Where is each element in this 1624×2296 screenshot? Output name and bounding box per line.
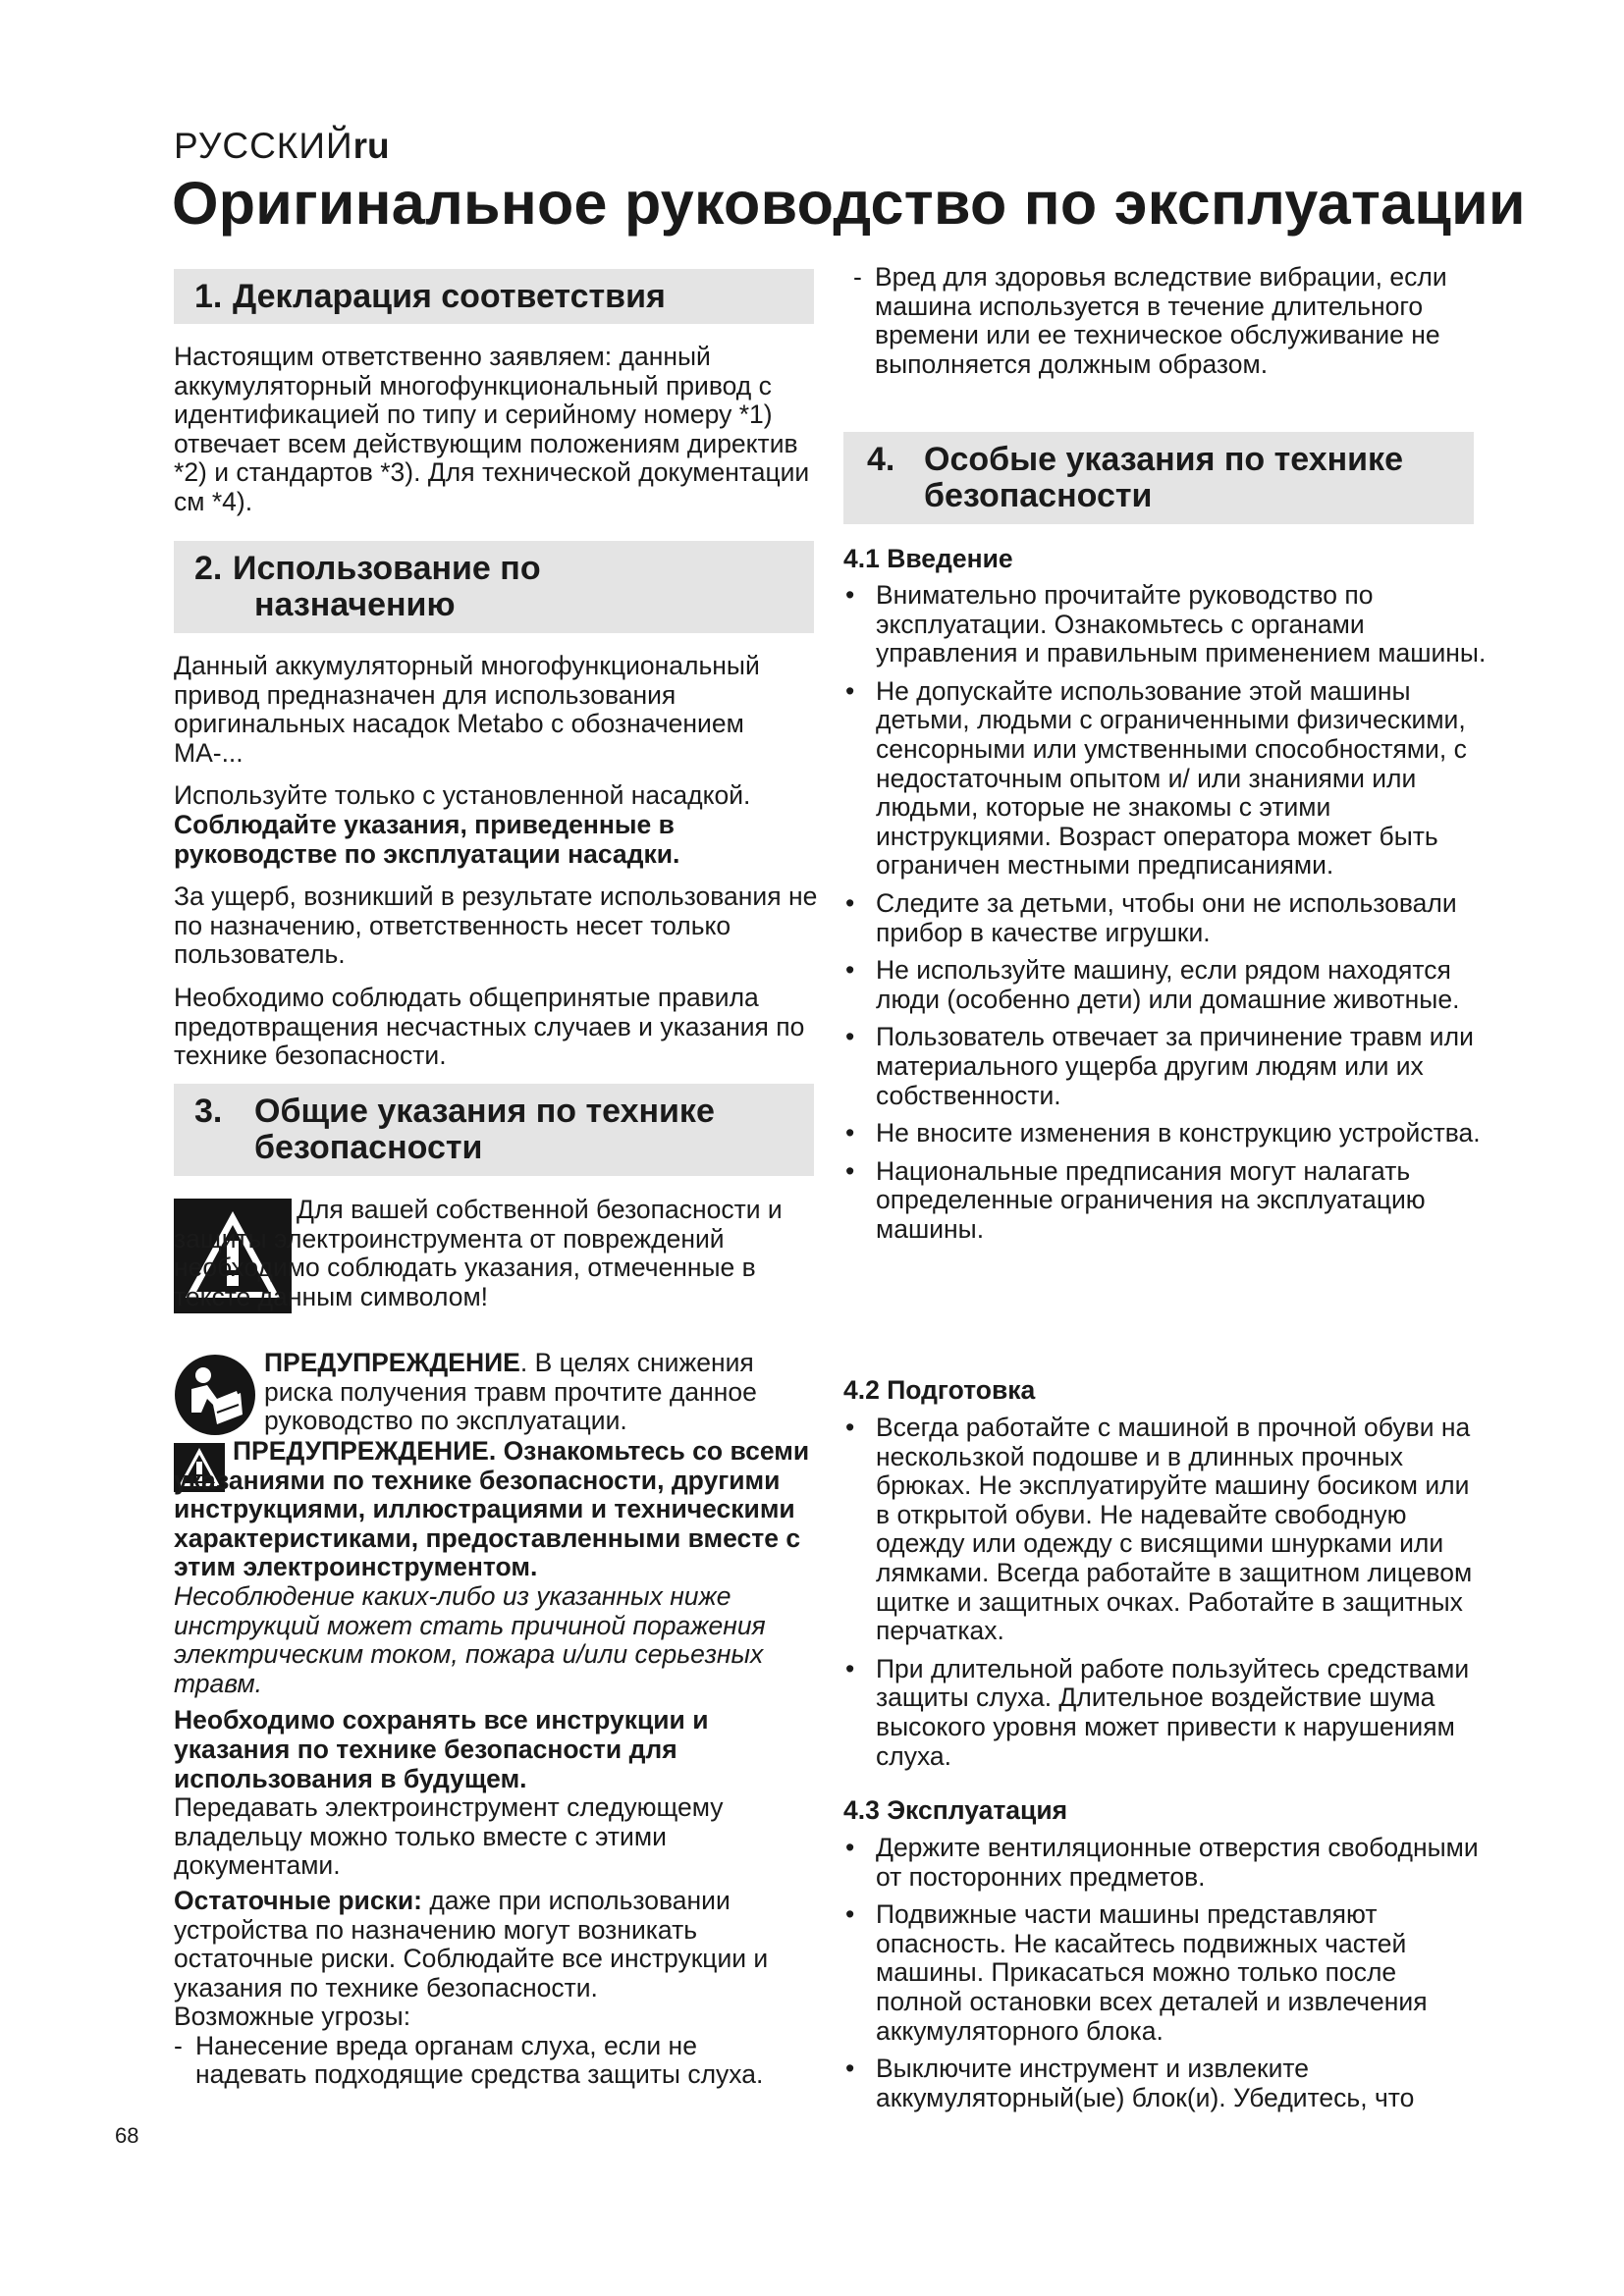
section-2-header	[174, 541, 814, 633]
declaration-text: Настоящим ответственно заявляем: данный аккумуляторный многофункциональный привод с идентификацией по типу и серийному номеру *1) отвечает всем действующим положениям директив *2) и стандартов *3). Для технической документации см *4).	[174, 342, 810, 516]
intended-use-p2-normal: Используйте только с установленной насадкой.	[174, 780, 751, 811]
list-item: • Не вносите изменения в конструкцию устройства.	[843, 1119, 1487, 1148]
read-manual-warning	[264, 1349, 820, 1436]
section-3-title-line1: Общие указания по технике	[254, 1093, 715, 1130]
list-item: • Следите за детьми, чтобы они не использовали прибор в качестве игрушки.	[843, 889, 1487, 947]
read-manual-text	[264, 1349, 820, 1436]
residual-risks	[174, 1887, 822, 2002]
intended-use-p4: Необходимо соблюдать общепринятые правила предотвращения несчастных случаев и указания по технике безопасности.	[174, 982, 805, 1071]
section-1-text	[174, 343, 822, 517]
intended-use-p1: Данный аккумуляторный многофункциональный привод предназначен для использования оригинальных насадок Metabo с обозначением MA-...	[174, 651, 760, 768]
keep-instructions: Необходимо сохранять все инструкции и указания по технике безопасности для использования в будущем.	[174, 1705, 709, 1793]
section-1-number: 1.	[194, 278, 223, 315]
page-title: Оригинальное руководство по эксплуатации	[172, 170, 1526, 237]
list-item: • Не используйте машину, если рядом находятся люди (особенно дети) или домашние животные.	[843, 956, 1487, 1014]
threat-vibration-block	[853, 263, 1462, 379]
threat-vibration: - Вред для здоровья вследствие вибрации, если машина используется в течение длительного времени или ее техническое обслуживание не выполняется должным образом.	[853, 263, 1462, 379]
intended-use-p2-bold: Соблюдайте указания, приведенные в руководстве по эксплуатации насадки.	[174, 809, 680, 869]
language-code: ru	[352, 126, 390, 166]
general-warning	[174, 1437, 822, 2090]
threat-hearing: - Нанесение вреда органам слуха, если не надевать подходящие средства защиты слуха.	[174, 2032, 804, 2090]
residual-risks-label: Остаточные риски:	[174, 1885, 422, 1915]
section-4-title-line1: Особые указания по технике	[924, 441, 1403, 478]
section-4-number: 4.	[867, 441, 895, 478]
list-item: • При длительной работе пользуйтесь средствами защиты слуха. Длительное воздействие шума высокого уровня может привести к нарушениям слуха.	[843, 1655, 1487, 1771]
section-1-title: Декларация соответствия	[233, 278, 666, 315]
section-2-title-line2: назначению	[254, 586, 456, 623]
section-2-text	[174, 652, 822, 1071]
section-3-number: 3.	[194, 1093, 223, 1130]
transfer-note: Передавать электроинструмент следующему владельцу можно только вместе с этими документами.	[174, 1792, 724, 1881]
list-item: • Подвижные части машины представляют опасность. Не касайтесь подвижных частей машины. Прикасаться можно только после полной остановки всех деталей и извлечения аккумуляторного блока.	[843, 1900, 1487, 2046]
list-item: • Держите вентиляционные отверстия свободными от посторонних предметов.	[843, 1834, 1487, 1892]
section-4-header	[843, 432, 1474, 524]
section-1-header	[174, 269, 814, 324]
operation-list	[843, 1834, 1487, 2112]
introduction-list	[843, 581, 1487, 1244]
language-label	[174, 126, 390, 167]
read-manual-icon	[174, 1354, 256, 1436]
residual-risks-text: даже при использовании устройства по назначению могут возникать остаточные риски. Соблюдайте все инструкции и указания по технике безопасности.	[174, 1885, 769, 2002]
subsection-4-1-title: 4.1 Введение	[843, 544, 1013, 573]
subsection-4-3-title: 4.3 Эксплуатация	[843, 1795, 1068, 1825]
list-item: • Выключите инструмент и извлеките аккумуляторный(ые) блок(и). Убедитесь, что	[843, 2055, 1487, 2112]
preparation-list	[843, 1414, 1487, 1771]
possible-threats-label: Возможные угрозы:	[174, 2002, 411, 2032]
list-item: • Всегда работайте с машиной в прочной обуви на нескользкой подошве и в длинных прочных брюках. Не эксплуатируйте машину босиком или в открытой обуви. Не надевайте свободную одежду или одежду с висящими шнурками или лямками. Всегда работайте в защитном лицевом щитке и защитных очках. Работайте в защитных перчатках.	[843, 1414, 1487, 1646]
read-manual-label: ПРЕДУПРЕЖДЕНИЕ	[264, 1348, 520, 1377]
general-warning-italic: Несоблюдение каких-либо из указанных ниже инструкций может стать причиной поражения электрическим током, пожара и/или серьезных травм.	[174, 1580, 766, 1698]
list-item: • Пользователь отвечает за причинение травм или материального ущерба другим людям или их собственности.	[843, 1023, 1487, 1110]
section-3-header	[174, 1084, 814, 1176]
warning-symbol-text	[174, 1196, 822, 1311]
section-2-title-line1: Использование по	[233, 550, 541, 587]
list-item: • Национальные предписания могут налагать определенные ограничения на эксплуатацию машины.	[843, 1157, 1487, 1245]
intended-use-p2	[174, 781, 822, 869]
general-warning-bold: ПРЕДУПРЕЖДЕНИЕ. Ознакомьтесь со всеми указаниями по технике безопасности, другими инструкциями, иллюстрациями и техническими характеристиками, предоставленными вместе с этим электроинструментом.	[174, 1436, 810, 1582]
section-4-title-line2: безопасности	[924, 477, 1153, 514]
section-3-title-line2: безопасности	[254, 1129, 483, 1166]
section-2-number: 2.	[194, 550, 223, 587]
page-number: 68	[115, 2123, 139, 2148]
list-item: • Не допускайте использование этой машины детьми, людьми с ограниченными физическими, сенсорными или умственными способностями, с недостаточным опытом и/ или знаниями или людьми, которые не знакомы с этими инструкциями. Возраст оператора может быть ограничен местными предписаниями.	[843, 677, 1487, 881]
language-name: РУССКИЙ	[174, 126, 353, 166]
intended-use-p3: За ущерб, возникший в результате использования не по назначению, ответственность несет только пользователь.	[174, 881, 818, 970]
read-manual-body: . В целях снижения риска получения травм прочтите данное руководство по эксплуатации.	[264, 1348, 757, 1436]
warning-symbol-note: Для вашей собственной безопасности и защиты электроинструмента от повреждений необходимо соблюдать указания, отмеченные в тексте данным символом!	[174, 1195, 783, 1311]
subsection-4-2-title: 4.2 Подготовка	[843, 1375, 1036, 1405]
list-item: • Внимательно прочитайте руководство по эксплуатации. Ознакомьтесь с органами управления и правильным применением машины.	[843, 581, 1487, 668]
